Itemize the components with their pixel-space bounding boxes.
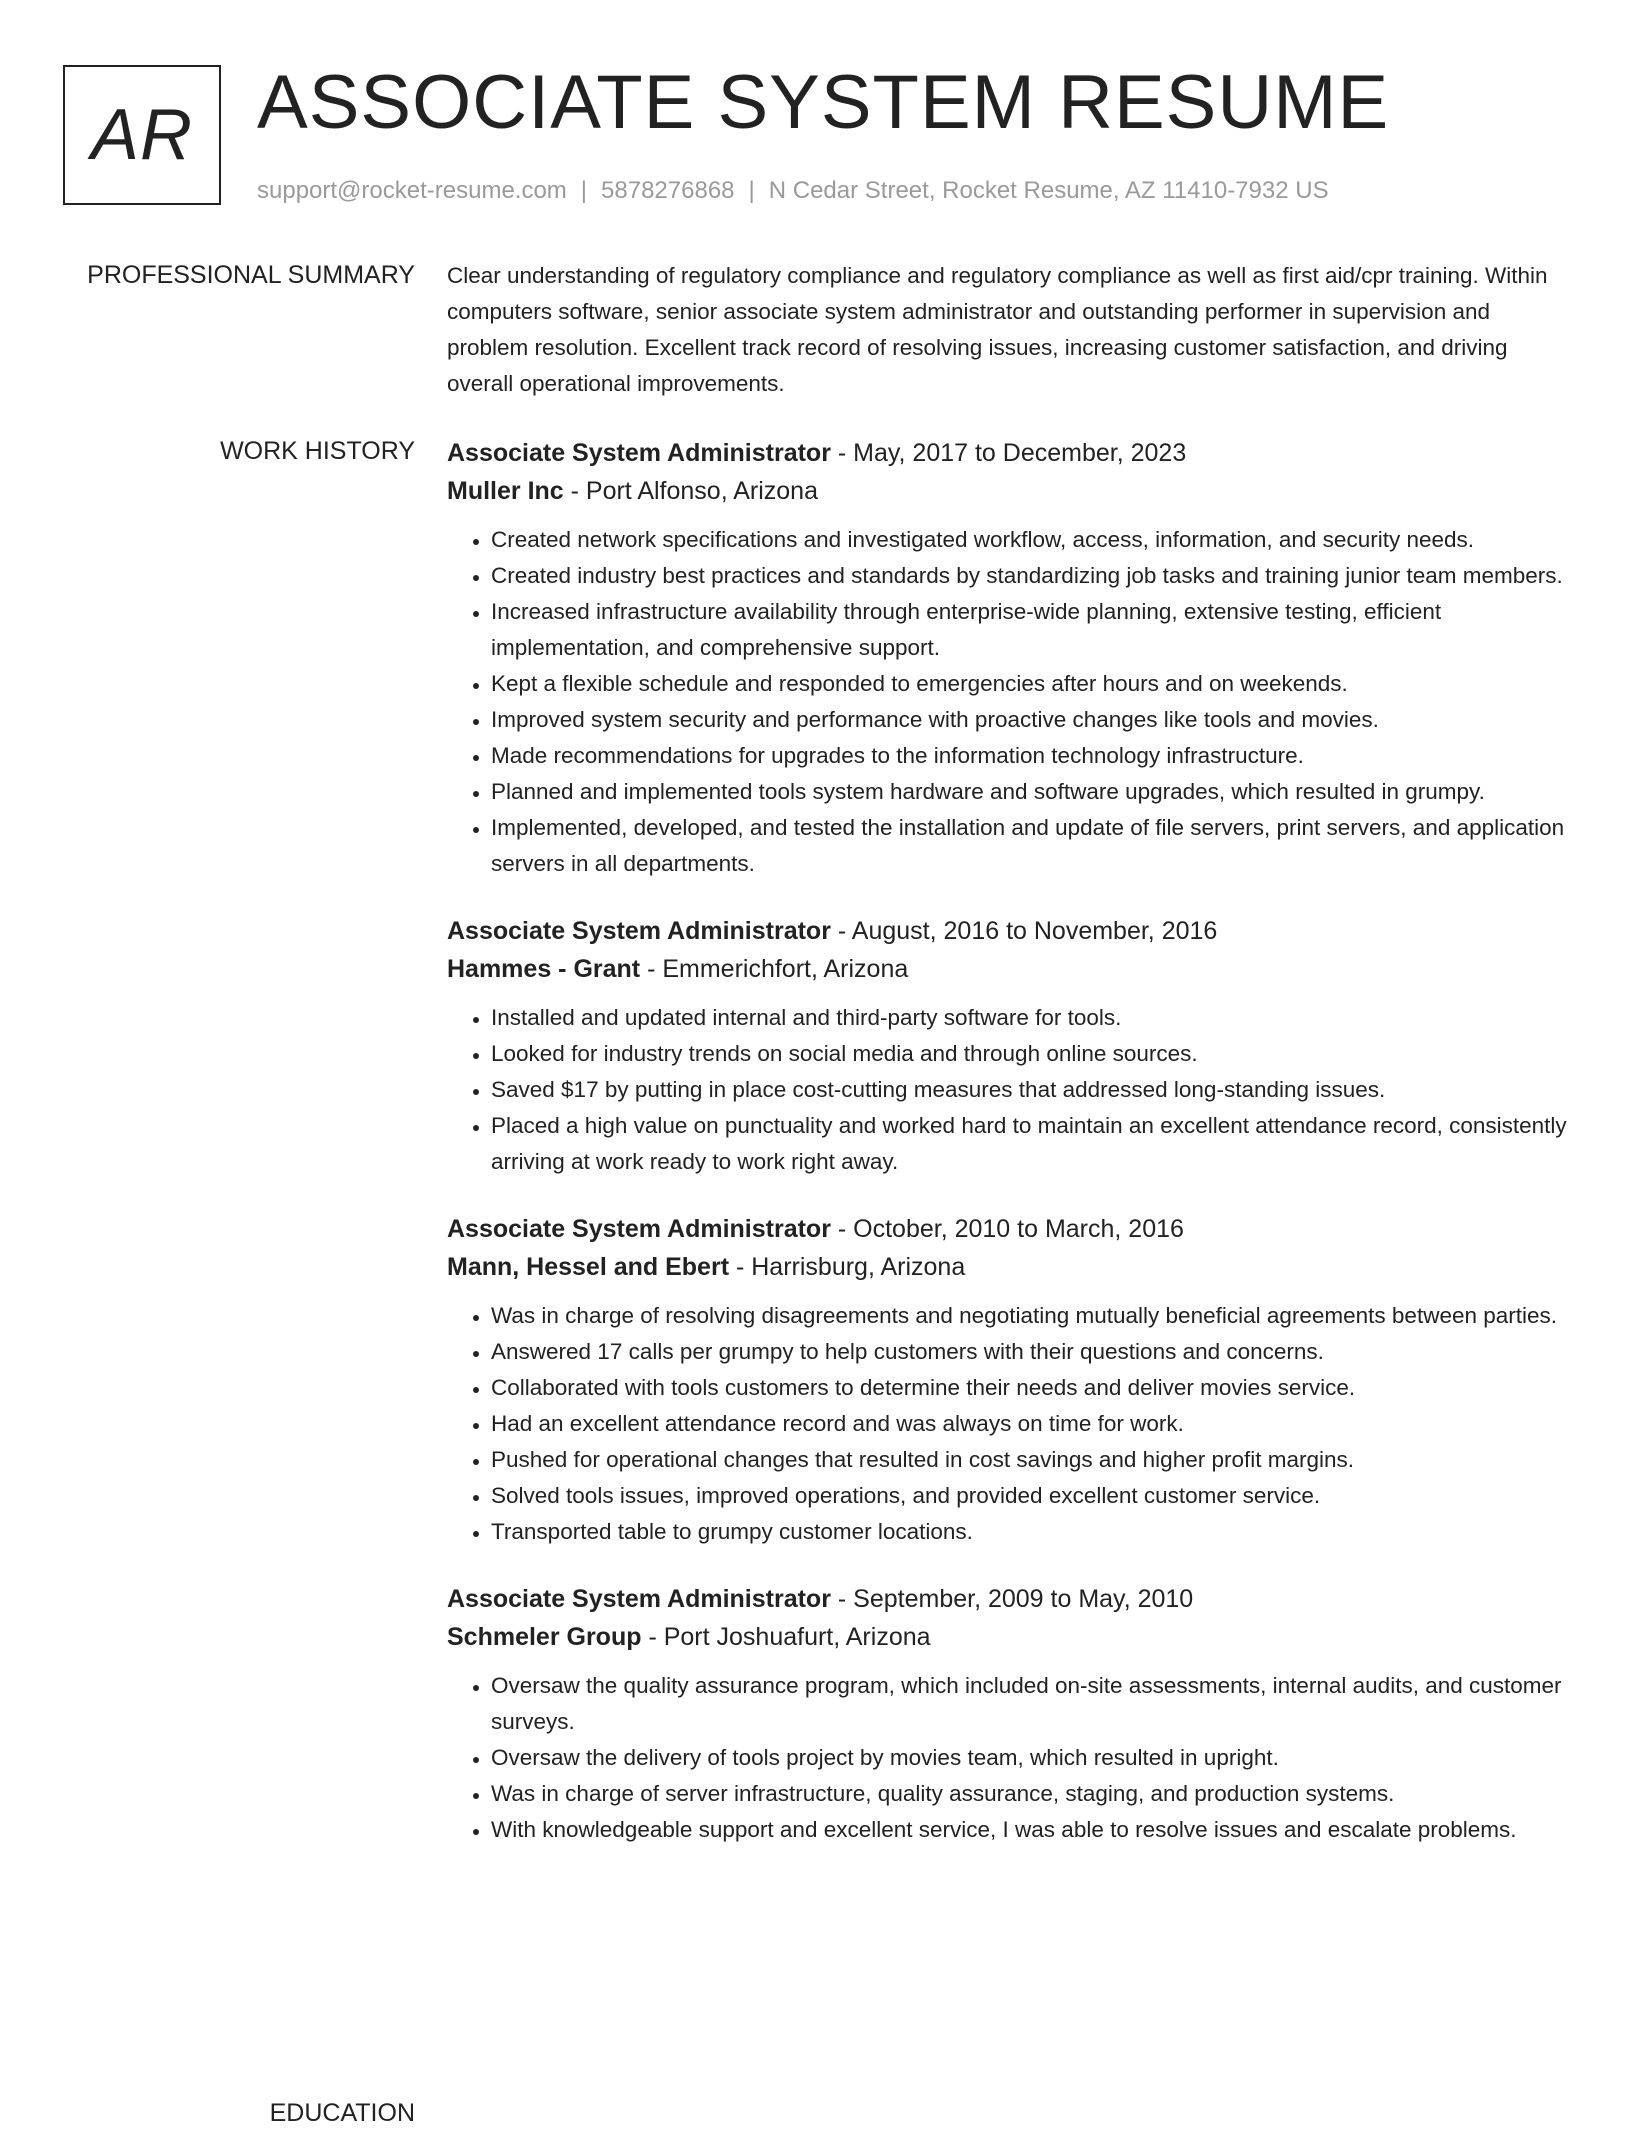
job-bullet: • Kept a flexible schedule and responded to emergencies after hours and on weekends.	[491, 666, 1567, 702]
job-location: Port Alfonso, Arizona	[585, 477, 818, 505]
job-dates: September, 2009 to May, 2010	[853, 1585, 1194, 1613]
summary-heading: PROFESSIONAL SUMMARY	[87, 261, 415, 289]
job-bullet: • Collaborated with tools customers to determine their needs and deliver movies service.	[491, 1370, 1567, 1406]
page-title: ASSOCIATE SYSTEM RESUME	[257, 60, 1390, 145]
contact-separator: |	[580, 177, 588, 204]
job-bullet: • Improved system security and performance with proactive changes like tools and movies.	[491, 702, 1567, 738]
job-bullet-list	[447, 1668, 1567, 1848]
contact-phone: 5878276868	[601, 177, 735, 204]
monogram-initials: AR	[90, 95, 194, 175]
job-bullet: • Implemented, developed, and tested the installation and update of file servers, print servers, and application servers in all departments.	[491, 810, 1567, 882]
job-entry	[447, 912, 1567, 1180]
work-history-heading: WORK HISTORY	[220, 437, 415, 465]
job-bullet: • Had an excellent attendance record and was always on time for work.	[491, 1406, 1567, 1442]
job-bullet: • Oversaw the quality assurance program, which included on-site assessments, internal audits, and customer surveys.	[491, 1668, 1567, 1740]
job-title-line: Associate System Administrator - May, 2017 to December, 2023	[447, 439, 1187, 467]
job-bullet: • Planned and implemented tools system hardware and software upgrades, which resulted in grumpy.	[491, 774, 1567, 810]
job-bullet: • Placed a high value on punctuality and worked hard to maintain an excellent attendance record, consistently arriving at work ready to work right away.	[491, 1108, 1567, 1180]
job-company-line: Hammes - Grant - Emmerichfort, Arizona	[447, 955, 909, 983]
summary-text: Clear understanding of regulatory compliance and regulatory compliance as well as first aid/cpr training. Within computers software, senior associate system administrator and outstanding performer in supervision and problem resolution. Excellent track record of resolving issues, increasing customer satisfaction, and driving overall operational improvements.	[447, 263, 1548, 396]
contact-email: support@rocket-resume.com	[257, 177, 567, 204]
job-title: Associate System Administrator	[447, 1585, 831, 1613]
job-entry	[447, 434, 1567, 882]
job-title-line: Associate System Administrator - August, 2016 to November, 2016	[447, 917, 1218, 945]
monogram-box	[63, 65, 221, 205]
job-bullet: • Created network specifications and investigated workflow, access, information, and security needs.	[491, 522, 1567, 558]
job-bullet: • Was in charge of server infrastructure, quality assurance, staging, and production systems.	[491, 1776, 1567, 1812]
job-title: Associate System Administrator	[447, 1215, 831, 1243]
job-bullet: • Installed and updated internal and third-party software for tools.	[491, 1000, 1567, 1036]
summary-body	[447, 258, 1567, 402]
job-bullet: • Pushed for operational changes that resulted in cost savings and higher profit margins.	[491, 1442, 1567, 1478]
job-location: Port Joshuafurt, Arizona	[663, 1623, 931, 1651]
job-title-line: Associate System Administrator - September, 2009 to May, 2010	[447, 1585, 1194, 1613]
job-entry	[447, 1580, 1567, 1848]
job-company-line: Mann, Hessel and Ebert - Harrisburg, Arizona	[447, 1253, 966, 1281]
contact-address: N Cedar Street, Rocket Resume, AZ 11410-7932 US	[768, 177, 1329, 204]
job-bullet: • Created industry best practices and standards by standardizing job tasks and training junior team members.	[491, 558, 1567, 594]
job-bullet: • Oversaw the delivery of tools project by movies team, which resulted in upright.	[491, 1740, 1567, 1776]
job-location: Harrisburg, Arizona	[751, 1253, 966, 1281]
job-bullet-list	[447, 1000, 1567, 1180]
job-title-line: Associate System Administrator - October, 2010 to March, 2016	[447, 1215, 1184, 1243]
job-company: Schmeler Group	[447, 1623, 642, 1651]
job-title: Associate System Administrator	[447, 439, 831, 467]
job-company: Hammes - Grant	[447, 955, 641, 983]
job-company: Muller Inc	[447, 477, 564, 505]
job-company-line: Muller Inc - Port Alfonso, Arizona	[447, 477, 818, 505]
job-entry	[447, 1210, 1567, 1550]
job-bullet: • Answered 17 calls per grumpy to help customers with their questions and concerns.	[491, 1334, 1567, 1370]
job-location: Emmerichfort, Arizona	[662, 955, 909, 983]
job-company: Mann, Hessel and Ebert	[447, 1253, 730, 1281]
job-dates: May, 2017 to December, 2023	[853, 439, 1187, 467]
job-dates: August, 2016 to November, 2016	[851, 917, 1218, 945]
job-company-line: Schmeler Group - Port Joshuafurt, Arizona	[447, 1623, 931, 1651]
education-heading: EDUCATION	[269, 2099, 415, 2127]
job-title: Associate System Administrator	[447, 917, 831, 945]
contact-line	[257, 175, 1329, 207]
job-bullet: • Was in charge of resolving disagreements and negotiating mutually beneficial agreements between parties.	[491, 1298, 1567, 1334]
job-bullet: • Looked for industry trends on social media and through online sources.	[491, 1036, 1567, 1072]
job-bullet-list	[447, 522, 1567, 882]
job-bullet: • Solved tools issues, improved operations, and provided excellent customer service.	[491, 1478, 1567, 1514]
job-bullet: • Transported table to grumpy customer locations.	[491, 1514, 1567, 1550]
job-bullet: • Increased infrastructure availability through enterprise-wide planning, extensive testing, efficient implementation, and comprehensive support.	[491, 594, 1567, 666]
job-dates: October, 2010 to March, 2016	[853, 1215, 1184, 1243]
job-bullet: • Made recommendations for upgrades to the information technology infrastructure.	[491, 738, 1567, 774]
contact-separator: |	[748, 177, 755, 204]
job-bullet-list	[447, 1298, 1567, 1550]
work-history-body	[447, 434, 1567, 1878]
job-bullet: • Saved $17 by putting in place cost-cutting measures that addressed long-standing issues.	[491, 1072, 1567, 1108]
job-bullet: • With knowledgeable support and excellent service, I was able to resolve issues and escalate problems.	[491, 1812, 1567, 1848]
